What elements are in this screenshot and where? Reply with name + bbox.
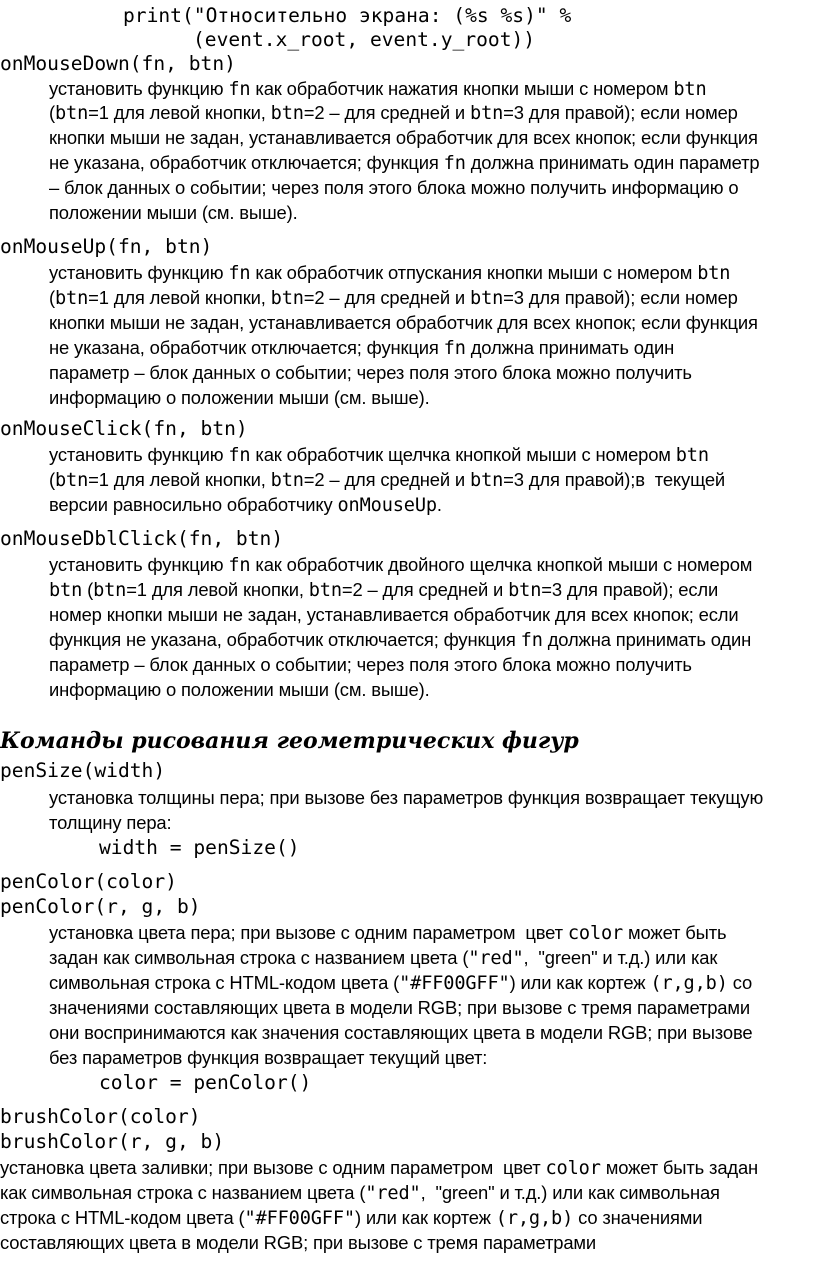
description-line: как символьная строка с названием цвета ("red", "green" и т.д.) или как символьная [0, 1182, 720, 1204]
section-heading: Команды рисования геометрических фигур [0, 728, 579, 754]
description-line: задан как символьная строка с названием цвета ("red", "green" и т.д.) или как [49, 947, 718, 969]
description-line: значениями составляющих цвета в модели RGB; при вызове с тремя параметрами [49, 997, 750, 1018]
description-line: параметр – блок данных о событии; через поля этого блока можно получить [49, 654, 692, 675]
function-signature: onMouseDown(fn, btn) [0, 52, 236, 75]
description-line: функция не указана, обработчик отключается; функция fn должна принимать один [49, 629, 752, 651]
code-line: width = penSize() [99, 836, 300, 859]
description-line: не указана, обработчик отключается; функция fn должна принимать один параметр [49, 152, 760, 174]
description-line: без параметров функция возвращает текущий цвет: [49, 1047, 488, 1068]
description-line: они воспринимаются как значения составляющих цвета в модели RGB; при вызове [49, 1022, 753, 1043]
description-line: установить функцию fn как обработчик отпускания кнопки мыши с номером btn [49, 262, 731, 284]
description-line: (btn=1 для левой кнопки, btn=2 – для средней и btn=3 для правой); если номер [49, 102, 738, 124]
description-line: btn (btn=1 для левой кнопки, btn=2 – для средней и btn=3 для правой); если [49, 579, 719, 601]
description-line: составляющих цвета в модели RGB; при вызове с тремя параметрами [0, 1232, 597, 1253]
description-line: установить функцию fn как обработчик щелчка кнопкой мыши с номером btn [49, 444, 709, 466]
description-line: версии равносильно обработчику onMouseUp. [49, 494, 442, 516]
description-line: (btn=1 для левой кнопки, btn=2 – для средней и btn=3 для правой);в текущей [49, 469, 726, 491]
description-line: кнопки мыши не задан, устанавливается обработчик для всех кнопок; если функция [49, 127, 758, 148]
function-signature: brushColor(color) [0, 1105, 201, 1128]
description-line: установить функцию fn как обработчик нажатия кнопки мыши с номером btn [49, 78, 707, 100]
function-signature: onMouseUp(fn, btn) [0, 235, 213, 258]
description-line: положении мыши (см. выше). [49, 202, 298, 223]
description-line: параметр – блок данных о событии; через поля этого блока можно получить [49, 362, 692, 383]
description-line: установка толщины пера; при вызове без параметров функция возвращает текущую [49, 787, 764, 808]
description-line: строка с HTML-кодом цвета ("#FF00GFF") или как кортеж (r,g,b) со значениями [0, 1207, 703, 1229]
description-line: установить функцию fn как обработчик двойного щелчка кнопкой мыши с номером [49, 554, 753, 576]
code-line: color = penColor() [99, 1071, 312, 1094]
description-line: – блок данных о событии; через поля этого блока можно получить информацию о [49, 177, 739, 198]
description-line: (btn=1 для левой кнопки, btn=2 – для средней и btn=3 для правой); если номер [49, 287, 738, 309]
description-line: кнопки мыши не задан, устанавливается обработчик для всех кнопок; если функция [49, 312, 758, 333]
description-line: информацию о положении мыши (см. выше). [49, 387, 430, 408]
description-line: установка цвета заливки; при вызове с одним параметром цвет color может быть задан [0, 1157, 759, 1179]
description-line: номер кнопки мыши не задан, устанавливается обработчик для всех кнопок; если [49, 604, 739, 625]
code-line: (event.x_root, event.y_root)) [193, 28, 536, 51]
function-signature: penSize(width) [0, 759, 166, 782]
function-signature: brushColor(r, g, b) [0, 1130, 225, 1153]
function-signature: penColor(color) [0, 870, 177, 893]
function-signature: onMouseClick(fn, btn) [0, 417, 248, 440]
function-signature: penColor(r, g, b) [0, 895, 201, 918]
description-line: установка цвета пера; при вызове с одним параметром цвет color может быть [49, 922, 727, 944]
description-line: толщину пера: [49, 812, 172, 833]
code-line: print("Относительно экрана: (%s %s)" % [123, 4, 572, 27]
description-line: информацию о положении мыши (см. выше). [49, 679, 430, 700]
description-line: не указана, обработчик отключается; функция fn должна принимать один [49, 337, 675, 359]
function-signature: onMouseDblClick(fn, btn) [0, 527, 284, 550]
description-line: символьная строка с HTML-кодом цвета ("#FF00GFF") или как кортеж (r,g,b) со [49, 972, 753, 994]
